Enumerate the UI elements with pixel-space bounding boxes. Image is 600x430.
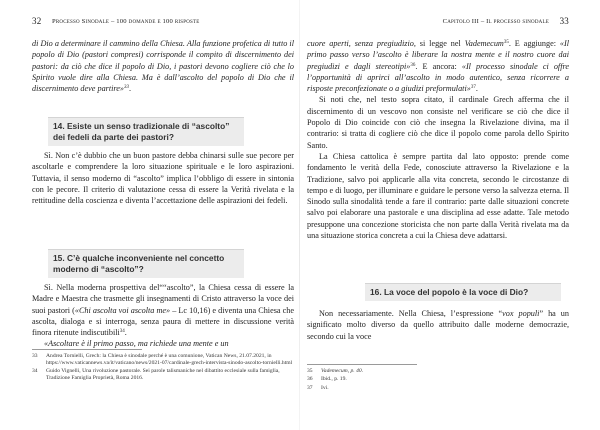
footnote-ref-35: 35	[503, 40, 509, 45]
right-paragraph-3: La Chiesa cattolica è sempre partita dal lato opposto: prende come fondamento le verità della Fede, conosciute attraverso la Rivelazione e la Tradizione, salvo poi applicarle alla vita concreta, secondo le circostanze di tempo e di luogo, per illuminare e guidare le persone verso la salvezza eterna. Il Sinodo sulla sinodalità tende a fare il contrario: parte dalle situazioni concrete salvo poi elaborare una pastorale e una disciplina ad esse adatte. Tale metodo presuppone una concezione storicista che non parte dalla Verità rivelata ma da una situazione storica concreta a cui la Chiesa deve adattarsi.	[307, 151, 569, 241]
question-heading-16: 16. La voce del popolo è la voce di Dio?	[365, 283, 561, 301]
footnote-ref-36: 36	[410, 62, 416, 68]
right-text-block-4	[307, 308, 569, 342]
footnote-37	[307, 385, 569, 392]
footnote-text: Ivi.	[321, 384, 329, 391]
left-paragraph-4: «Ascoltare è il primo passo, ma richiede una mente e un	[44, 339, 229, 349]
footnote-35	[307, 368, 569, 375]
footnote-number: 35	[307, 368, 313, 374]
page-number-left: 32	[32, 16, 42, 26]
footnote-number: 33	[32, 353, 38, 359]
left-paragraph-1	[32, 38, 294, 94]
question-heading-14: 14. Esiste un senso tradizionale di “ascolto” dei fedeli da parte dei pastori?	[48, 117, 244, 146]
right-paragraph-1	[307, 38, 569, 94]
footnote-ref-37: 37	[470, 85, 476, 91]
running-head-right	[307, 18, 569, 28]
left-page	[32, 0, 294, 430]
running-head-title-left: Processo Sinodale – 100 domande e 100 risposte	[52, 18, 200, 25]
right-paragraph-2: Si noti che, nel testo sopra citato, il cardinale Grech afferma che il discernimento di un vescovo non consiste nel verificare se ciò che dice il Popolo di Dio coincide con ciò che insegna la Rivelazione divina, ma il contrario: si tratta di cogliere ciò che dice il popolo come parola dello Spirito Santo.	[307, 95, 569, 150]
footnotes-left	[32, 353, 294, 384]
text-span: . E ancora:	[415, 61, 462, 71]
left-text-block-3	[32, 282, 294, 350]
running-head-title-right: Capitolo III – Il processo sinodale	[442, 18, 549, 25]
text-span: – Lc 10,16) e diventa una Chiesa che ascolta, dialoga e si interroga, senza paura di mettere in discussione verità finora ritenute indiscutibili	[32, 305, 294, 338]
page-gutter	[299, 0, 300, 430]
left-text-block-1	[32, 38, 294, 94]
text-span: cuore aperti, senza pregiudizio	[307, 39, 414, 48]
footnote-ref-33: 33	[124, 85, 130, 91]
quote-span: «Il processo sinodale ci offre l’opportunità di aprirci all’ascolto in modo autentico, senza ricorrere a risposte preconfezionate o a giudizi preformulati»	[307, 61, 569, 94]
text-span: .	[475, 84, 478, 94]
footnote-rule-right	[307, 364, 417, 365]
quote-span: «Il primo passo verso l’ascolto è liberare la nostra mente e il nostro cuore dai pregiudizi e dagli stereotipi»	[307, 39, 569, 71]
footnotes-right	[307, 368, 569, 393]
left-text-block-2	[32, 150, 294, 206]
footnote-number: 34	[32, 368, 38, 375]
left-paragraph-2: Sì. Non c’è dubbio che un buon pastore debba chinarsi sulle sue pecore per ascoltarle e comprendere la loro situazione spirituale e le loro aspirazioni. Tuttavia, il senso moderno di “ascolto” implica l’obbligo di essere in sintonia con le pecore. Il criterio di valutazione cessa di essere la Verità rivelata e la rettitudine della coscienza e diventa l’accettazione delle aspirazioni dei fedeli.	[32, 151, 294, 206]
footnote-text: Ibid., p. 19.	[321, 376, 347, 383]
quote-text: di Dio a determinare il cammino della Chiesa. Alla funzione profetica di tutto il popolo di Dio (pastori compresi) corrisponde il compito di discernimento dei pastori: da ciò che dice il popolo di Dio, i pastori devono cogliere ciò che lo Spirito vuole dire alla Chiesa. Ma è dall’ascolto del popolo di Dio che il discernimento deve partire»	[32, 39, 294, 94]
footnote-ref-34: 34	[119, 329, 125, 335]
footnote-text: Vademecum, p. 40.	[321, 368, 364, 374]
footnote-number: 36	[307, 376, 313, 383]
footnote-36	[307, 376, 569, 383]
text-span: .	[124, 328, 127, 338]
footnote-rule-left	[32, 349, 142, 350]
footnote-text: Guido Vignelli, Una rivoluzione pastorale. Sei parole talismaniche nel dibattito ecclesiale sulla famiglia, Tradizione Famiglia Proprietà, Roma 2016.	[46, 368, 280, 382]
right-text-block-1	[307, 38, 569, 241]
latin-term: vox populi	[502, 309, 540, 318]
text-span: . E aggiunge:	[508, 39, 560, 48]
page-number-right: 33	[559, 16, 569, 26]
right-page	[307, 0, 569, 430]
text-span: Vademecum	[464, 39, 504, 48]
footnote-33	[32, 353, 294, 367]
question-heading-15: 15. C’è qualche inconveniente nel concetto moderno di “ascolto”?	[48, 249, 244, 278]
text-span: Sì. Nella moderna prospettiva del““ascolto”, la Chiesa cessa di essere la Madre e Maestra che trasmette gli insegnamenti di Cristo attraverso la voce dei suoi pastori (	[32, 283, 294, 315]
footnote-number: 37	[307, 384, 313, 391]
footnote-text: Andrea Tornielli, Grech: la Chiesa è sinodale perché è una comunione, Vatican News, 21.07.2021, in https://www.vaticannews.va/it/vaticano/news/2021-07/cardinale-grech-intervista-sinodo-ascolto-tornielli.html	[46, 353, 293, 367]
text-span: ” ha un significato molto diverso da quello attribuito dalle moderne democrazie, secondo cui la voce	[307, 309, 569, 341]
left-paragraph-3	[32, 282, 294, 338]
footnote-34	[32, 368, 294, 382]
text-span: , si legge nel	[413, 39, 465, 48]
text-span: Non necessariamente. Nella Chiesa, l’espressione “	[319, 309, 503, 318]
quote-end: .	[129, 84, 132, 94]
running-head-left	[32, 18, 294, 28]
quote-span: «Chi ascolta voi ascolta me»	[74, 305, 171, 315]
right-paragraph-4	[307, 308, 569, 342]
